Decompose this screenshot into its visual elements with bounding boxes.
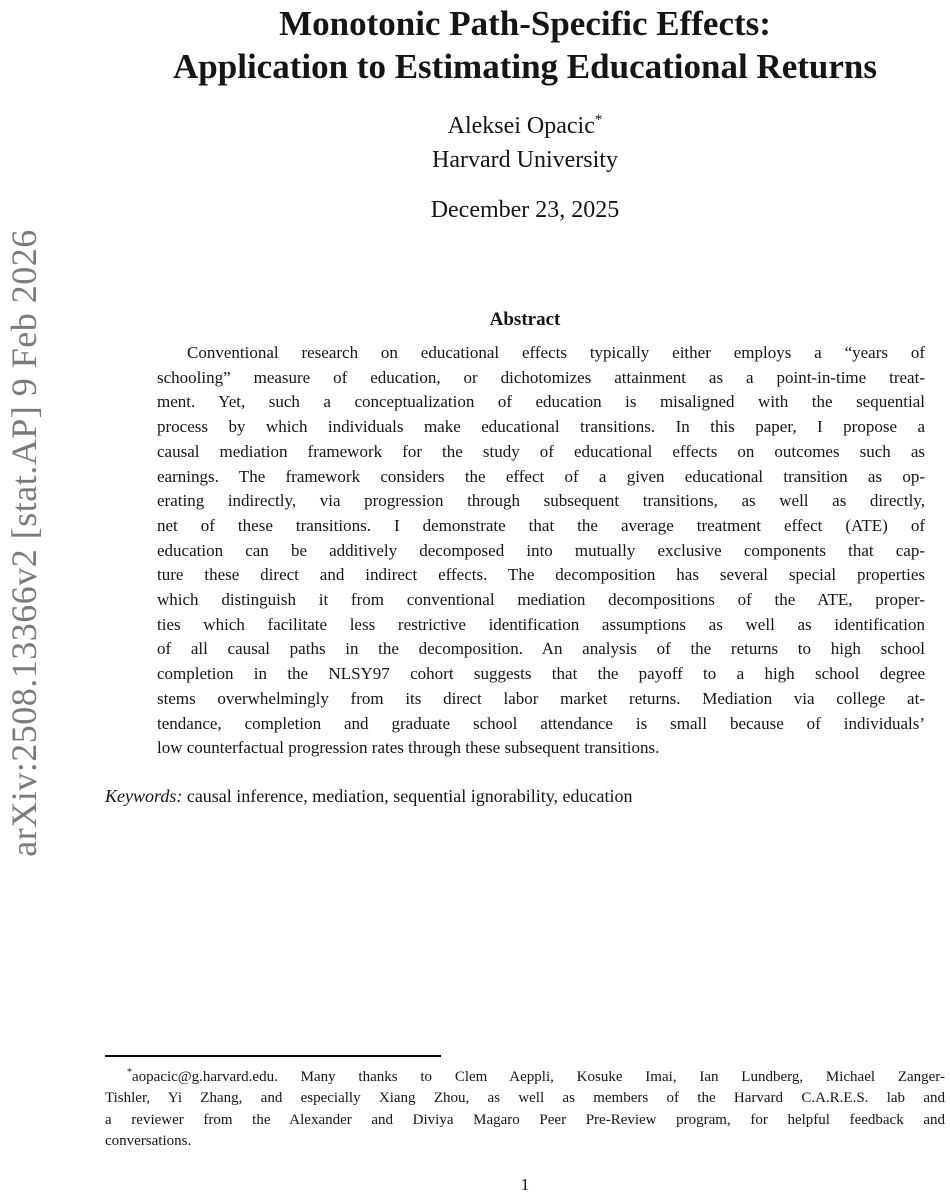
author-name [105,112,945,140]
arxiv-watermark: arXiv:2508.13366v2 [stat.AP] 9 Feb 2026 [4,229,44,857]
text-line: a reviewer from the Alexander and Diviya Magaro Peer Pre-Review program, for helpful feedback and [105,1111,945,1128]
text-line: low counterfactual progression rates through these subsequent transitions. [157,738,660,758]
abstract-heading: Abstract [489,309,561,330]
footnote-continuation [105,1088,945,1152]
paper-title-line1: Monotonic Path-Specific Effects: [279,4,771,43]
keywords-line [105,786,945,807]
text-line: schooling” measure of education, or dichotomizes attainment as a point-in-time treat- [157,367,925,387]
text-line: process by which individuals make educational transitions. In this paper, I propose a [157,417,925,437]
keywords-text: causal inference, mediation, sequential ignorability, education [182,786,633,806]
text-line: which distinguish it from conventional mediation decompositions of the ATE, proper- [157,590,925,610]
footnote [105,1062,945,1153]
text-line: ment. Yet, such a conceptualization of education is misaligned with the sequential [157,392,925,412]
paper-title-line2: Application to Estimating Educational Returns [173,47,877,86]
text-line: education can be additively decomposed into mutually exclusive components that cap- [157,540,925,560]
text-line: ties which facilitate less restrictive identification assumptions as well as identification [157,614,925,634]
text-line: conversations. [105,1133,192,1150]
keywords-label: Keywords: [105,786,183,806]
author-affiliation: Harvard University [432,147,618,173]
text-line: stems overwhelmingly from its direct labor market returns. Mediation via college at- [157,688,925,708]
footnote-first-line [105,1062,945,1088]
text-line: completion in the NLSY97 cohort suggests that the payoff to a high school degree [157,664,925,684]
footnote-rule [105,1055,441,1057]
footnote-first-line-text: aopacic@g.harvard.edu. Many thanks to Clem Aeppli, Kosuke Imai, Ian Lundberg, Michael Zanger- [132,1069,945,1085]
abstract-body [157,341,925,761]
page-number: 1 [520,1175,530,1194]
text-line: ture these direct and indirect effects. The decomposition has several special properties [157,565,925,585]
paper-title [105,2,945,88]
footnote-marker: * [127,1067,132,1078]
author-name-text: Aleksei Opacic [447,113,595,139]
publication-date: December 23, 2025 [430,197,620,223]
text-line: Tishler, Yi Zhang, and especially Xiang Zhou, as well as members of the Harvard C.A.R.E.S. lab and [105,1090,945,1107]
text-line: net of these transitions. I demonstrate that the average treatment effect (ATE) of [157,515,925,535]
text-line: Conventional research on educational effects typically either employs a “years of [187,343,925,362]
text-line: erating indirectly, via progression through subsequent transitions, as well as directly, [157,491,925,511]
text-line: tendance, completion and graduate school attendance is small because of individuals’ [157,713,925,733]
text-line: of all causal paths in the decomposition. An analysis of the returns to high school [157,639,925,659]
text-line: earnings. The framework considers the effect of a given educational transition as op- [157,466,925,486]
author-footnote-marker: * [594,112,603,128]
text-line: causal mediation framework for the study of educational effects on outcomes such as [157,441,925,461]
